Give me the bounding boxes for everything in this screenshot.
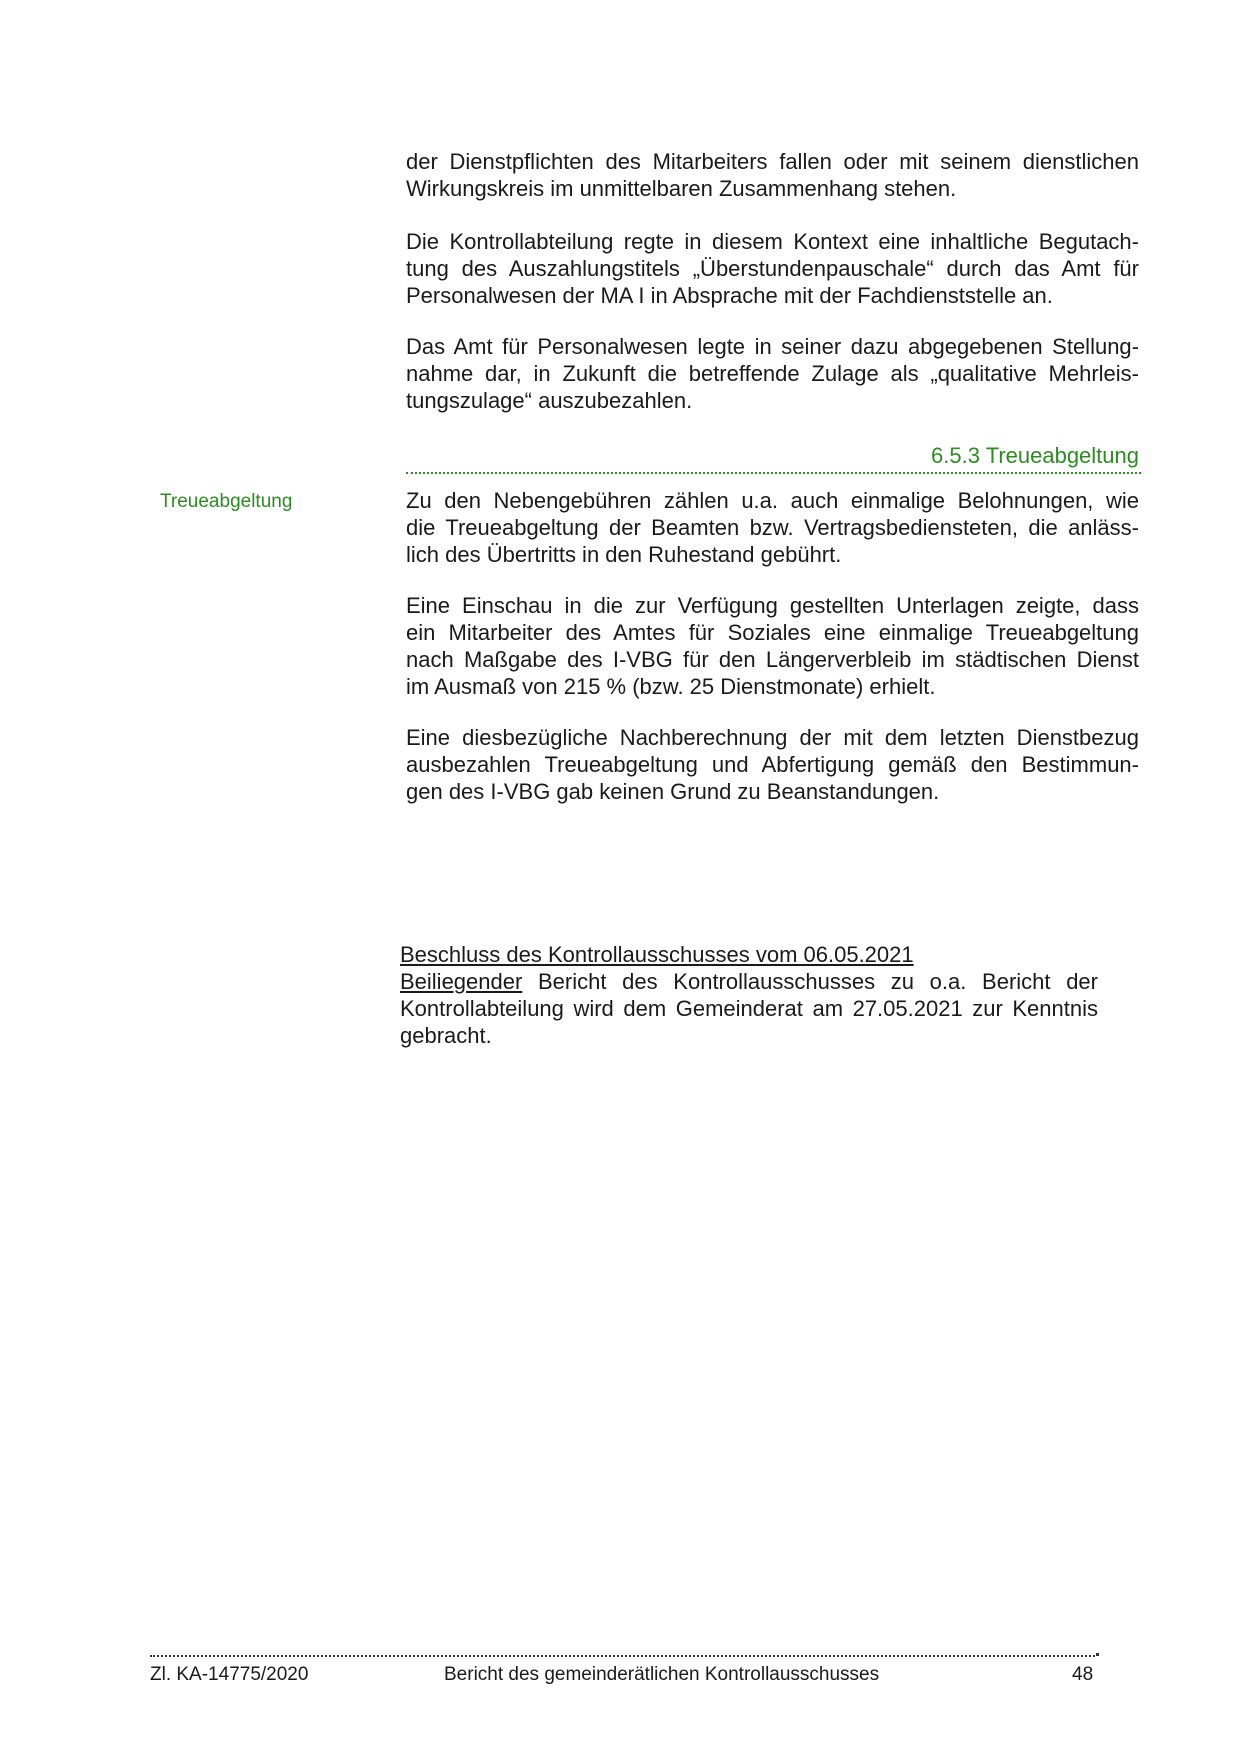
text-line: Eine Einschau in die zur Verfügung gestellten Unterlagen zeigte, dass — [406, 593, 1139, 618]
decision-line: Kontrollabteilung wird dem Gemeinderat am 27.05.2021 zur Kenntnis — [400, 996, 1098, 1021]
decision-line — [400, 968, 1098, 995]
decision-underlined-word: Beiliegender — [400, 969, 523, 994]
decision-line: gebracht. — [400, 1023, 492, 1048]
paragraph-3 — [406, 333, 1139, 414]
text-line: ein Mitarbeiter des Amtes für Soziales eine einmalige Treueabgeltung — [406, 620, 1139, 645]
text-line: nach Maßgabe des I-VBG für den Längerverbleib im städtischen Dienst — [406, 647, 1139, 672]
text-line: Wirkungskreis im unmittelbaren Zusammenhang stehen. — [406, 176, 957, 201]
text-line: lich des Übertritts in den Ruhestand gebührt. — [406, 542, 842, 567]
decision-title: Beschluss des Kontrollausschusses vom 06.05.2021 — [400, 942, 914, 967]
paragraph-5 — [406, 592, 1139, 700]
footer-reference: Zl. KA-14775/2020 — [150, 1664, 309, 1685]
text-line: Die Kontrollabteilung regte in diesem Kontext eine inhaltliche Begutach- — [406, 229, 1139, 254]
text-line: nahme dar, in Zukunft die betreffende Zulage als „qualitative Mehrleis- — [406, 361, 1139, 386]
footer-title: Bericht des gemeinderätlichen Kontrollausschusses — [444, 1664, 880, 1685]
text-line: Personalwesen der MA I in Absprache mit der Fachdienststelle an. — [406, 283, 1053, 308]
text-line: Das Amt für Personalwesen legte in seiner dazu abgegebenen Stellung- — [406, 334, 1139, 359]
paragraph-6 — [406, 724, 1139, 805]
footer-divider — [150, 1655, 1095, 1657]
paragraph-4 — [406, 487, 1139, 568]
text-line: Eine diesbezügliche Nachberechnung der mit dem letzten Dienstbezug — [406, 725, 1139, 750]
text-line: die Treueabgeltung der Beamten bzw. Vertragsbediensteten, die anläss- — [406, 515, 1139, 540]
decision-line-rest: Bericht des Kontrollausschusses zu o.a. Bericht der — [522, 969, 1098, 994]
text-line: tung des Auszahlungstitels „Überstundenpauschale“ durch das Amt für — [406, 256, 1139, 281]
text-line: Zu den Nebengebühren zählen u.a. auch einmalige Belohnungen, wie — [406, 488, 1139, 513]
paragraph-2 — [406, 228, 1139, 309]
text-line: im Ausmaß von 215 % (bzw. 25 Dienstmonate) erhielt. — [406, 674, 936, 699]
section-divider — [406, 472, 1141, 474]
text-line: tungszulage“ auszubezahlen. — [406, 388, 693, 413]
decision-block — [400, 941, 1098, 1049]
margin-note: Treueabgeltung — [160, 491, 293, 512]
text-line: gen des I-VBG gab keinen Grund zu Beanstandungen. — [406, 779, 940, 804]
text-line: ausbezahlen Treueabgeltung und Abfertigung gemäß den Bestimmun- — [406, 752, 1139, 777]
page-number: 48 — [1072, 1664, 1094, 1685]
text-line: der Dienstpflichten des Mitarbeiters fallen oder mit seinem dienstlichen — [406, 149, 1139, 174]
paragraph-1 — [406, 148, 1139, 202]
section-heading: 6.5.3 Treueabgeltung — [931, 443, 1139, 468]
